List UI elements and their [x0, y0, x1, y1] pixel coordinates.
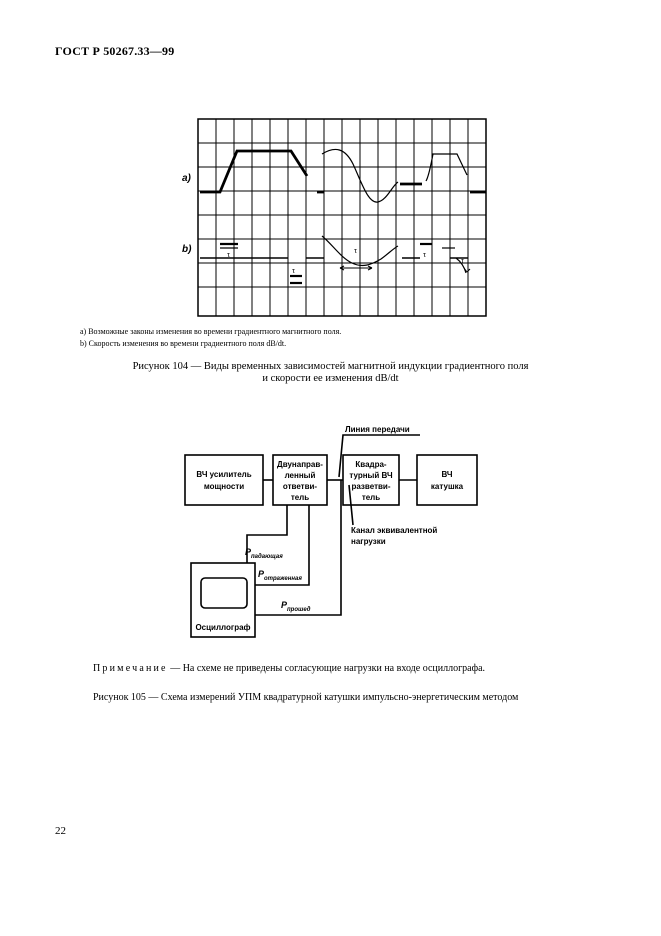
p-forward-sub: падающая: [251, 554, 283, 560]
splitter-label-4: тель: [361, 493, 381, 502]
note-label: Примечание: [93, 663, 168, 674]
page-header: ГОСТ Р 50267.33—99: [55, 44, 175, 58]
p-reflected-symbol: P: [258, 569, 265, 579]
p-transmitted: [281, 600, 311, 613]
channel-label-1: Канал эквивалентной: [351, 526, 438, 535]
tau-2: τ: [292, 266, 296, 275]
p-transmitted-sub: прошед: [287, 607, 311, 613]
figure-104-note-b: b) Скорость изменения во времени градиентного поля dB/dt.: [80, 339, 287, 348]
tau-3: τ: [354, 246, 358, 255]
label-b: b): [182, 244, 192, 255]
line-label: Линия передачи: [345, 425, 410, 434]
coupler-label-3: ответви-: [282, 482, 318, 491]
p-forward: [245, 547, 283, 560]
coupler-label-1: Двунаправ-: [277, 460, 323, 469]
figure-104-caption-line2: и скорости ее изменения dB/dt: [262, 373, 399, 384]
figure-104-note-a: а) Возможные законы изменения во времени градиентного магнитного поля.: [80, 327, 342, 336]
oscilloscope-screen: [201, 578, 247, 608]
figure-105-note: [93, 663, 485, 674]
splitter-label-3: разветви-: [351, 482, 391, 491]
page-number: 22: [55, 825, 66, 837]
figure-105-caption: Рисунок 105 — Схема измерений УПМ квадратурной катушки импульсно-энергетическим методом: [93, 692, 519, 703]
figure-104-grid: [198, 119, 486, 316]
tau-4: τ: [423, 250, 427, 259]
coil-label-1: ВЧ: [441, 470, 453, 479]
figure-104-caption-line1: Рисунок 104 — Виды временных зависимостей магнитной индукции градиентного поля: [132, 361, 529, 372]
p-reflected: [258, 569, 302, 582]
p-transmitted-symbol: P: [281, 600, 288, 610]
coupler-label-2: ленный: [284, 471, 316, 480]
oscilloscope-label: Осциллограф: [195, 623, 251, 632]
amplifier-label-2: мощности: [203, 482, 245, 491]
figure-104-caption: [55, 361, 606, 385]
channel-label-2: нагрузки: [351, 537, 386, 546]
p-forward-symbol: P: [245, 547, 252, 557]
splitter-label-2: турный ВЧ: [349, 471, 393, 480]
amplifier-block: [185, 455, 263, 505]
waveform-b: [200, 236, 470, 283]
label-a: а): [182, 173, 191, 184]
figure-105: [175, 425, 485, 645]
coil-block: [417, 455, 477, 505]
figure-104: [180, 118, 490, 320]
tau-5: τ: [461, 256, 465, 265]
amplifier-label-1: ВЧ усилитель: [196, 470, 252, 479]
p-reflected-sub: отраженная: [264, 576, 302, 582]
splitter-label-1: Квадра-: [355, 460, 387, 469]
coil-label-2: катушка: [430, 482, 464, 491]
tau-1: τ: [227, 250, 231, 259]
coupler-label-4: тель: [290, 493, 310, 502]
waveform-a: [200, 149, 486, 202]
note-text: — На схеме не приведены согласующие нагрузки на входе осциллографа.: [167, 663, 486, 674]
